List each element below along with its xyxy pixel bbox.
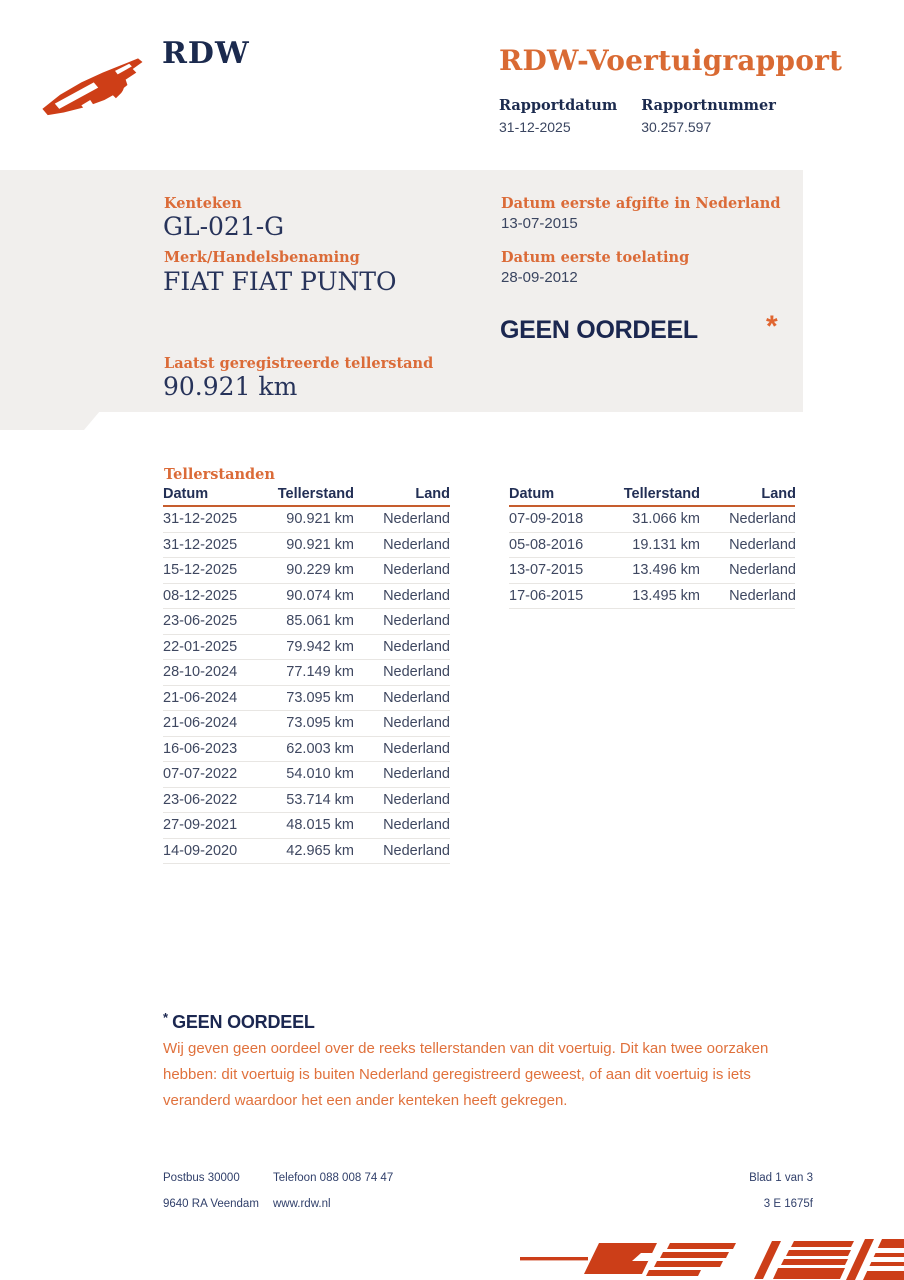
table-cell: Nederland: [383, 715, 450, 732]
table-cell: 21-06-2024: [163, 715, 238, 732]
table-cell: Nederland: [383, 766, 450, 783]
tellerstanden-table-right: [509, 486, 795, 609]
table-cell: 13-07-2015: [509, 562, 584, 579]
table-row: [163, 711, 450, 737]
table-cell: 73.095 km: [286, 715, 354, 732]
table-cell: 31.066 km: [632, 511, 700, 528]
table-cell: Nederland: [383, 587, 450, 604]
table-cell: 14-09-2020: [163, 842, 238, 859]
report-number-value: 30.257.597: [641, 119, 712, 135]
table-cell: 77.149 km: [286, 664, 354, 681]
table-row: [163, 533, 450, 559]
tellerstanden-table-left: [163, 486, 450, 864]
table-row: [509, 533, 795, 559]
table-header-row: [163, 486, 450, 507]
table-row: [163, 584, 450, 610]
summary-panel-tail: [0, 411, 100, 430]
report-date-block: [499, 97, 617, 135]
laatste-tellerstand-label: Laatst geregistreerde tellerstand: [164, 355, 434, 372]
report-meta: [499, 97, 776, 135]
footer-postbus: Postbus 30000: [163, 1172, 240, 1184]
table-cell: 21-06-2024: [163, 689, 238, 706]
table-cell: 07-09-2018: [509, 511, 584, 528]
table-cell: 48.015 km: [286, 817, 354, 834]
kenteken-label: Kenteken: [164, 195, 242, 212]
rdw-wordmark: RDW: [162, 36, 250, 71]
table-cell: 05-08-2016: [509, 536, 584, 553]
table-cell: 23-06-2025: [163, 613, 238, 630]
table-cell: 13.495 km: [632, 587, 700, 604]
merk-value: FIAT FIAT PUNTO: [163, 267, 397, 296]
merk-label: Merk/Handelsbenaming: [164, 249, 360, 266]
table-cell: Nederland: [383, 791, 450, 808]
table-cell: 31-12-2025: [163, 511, 238, 528]
page-title: RDW-Voertuigrapport: [499, 44, 843, 77]
column-header-datum: Datum: [163, 486, 209, 502]
table-cell: 42.965 km: [286, 842, 354, 859]
eerste-afgifte-label: Datum eerste afgifte in Nederland: [501, 195, 781, 212]
table-cell: 08-12-2025: [163, 587, 238, 604]
table-cell: Nederland: [383, 740, 450, 757]
table-cell: 13.496 km: [632, 562, 700, 579]
note-asterisk: *: [163, 1010, 169, 1025]
table-cell: Nederland: [729, 587, 796, 604]
table-cell: 07-07-2022: [163, 766, 238, 783]
column-header-datum: Datum: [509, 486, 555, 502]
footer-page-number: Blad 1 van 3: [749, 1172, 813, 1184]
table-cell: Nederland: [383, 562, 450, 579]
table-cell: 90.921 km: [286, 536, 354, 553]
table-cell: Nederland: [383, 689, 450, 706]
table-cell: Nederland: [383, 613, 450, 630]
note-body-text: Wij geven geen oordeel over de reeks tellerstanden van dit voertuig. Dit kan twee oorzaken hebben: dit voertuig is buiten Nederland geregistreerd geweest, of aan dit voertuig is iets veranderd waardoor het een ander kenteken heeft gekregen.: [163, 1040, 769, 1109]
footer-phone: Telefoon 088 008 74 47: [273, 1172, 394, 1184]
table-cell: 17-06-2015: [509, 587, 584, 604]
table-row: [163, 507, 450, 533]
table-row: [509, 558, 795, 584]
eerste-toelating-label: Datum eerste toelating: [501, 249, 690, 266]
table-row: [163, 813, 450, 839]
table-cell: Nederland: [383, 842, 450, 859]
table-row: [163, 609, 450, 635]
table-cell: Nederland: [383, 638, 450, 655]
table-row: [163, 558, 450, 584]
table-cell: Nederland: [383, 817, 450, 834]
table-cell: 79.942 km: [286, 638, 354, 655]
note-heading: [163, 1010, 315, 1033]
table-row: [509, 584, 795, 610]
column-header-land: Land: [415, 486, 450, 502]
table-body: [163, 507, 450, 864]
report-date-value: 31-12-2025: [499, 119, 571, 135]
table-cell: 28-10-2024: [163, 664, 238, 681]
table-row: [163, 788, 450, 814]
table-cell: 22-01-2025: [163, 638, 238, 655]
table-cell: 27-09-2021: [163, 817, 238, 834]
table-cell: Nederland: [383, 664, 450, 681]
verdict-text: GEEN OORDEEL: [500, 316, 698, 344]
report-date-label: Rapportdatum: [499, 97, 618, 114]
footer-city: 9640 RA Veendam: [163, 1198, 259, 1210]
table-cell: 23-06-2022: [163, 791, 238, 808]
note-title: GEEN OORDEEL: [172, 1012, 315, 1032]
table-row: [163, 839, 450, 865]
table-cell: 73.095 km: [286, 689, 354, 706]
table-cell: 90.229 km: [286, 562, 354, 579]
table-cell: 15-12-2025: [163, 562, 238, 579]
footer-website: www.rdw.nl: [273, 1198, 331, 1210]
table-cell: 31-12-2025: [163, 536, 238, 553]
table-cell: 54.010 km: [286, 766, 354, 783]
table-cell: Nederland: [383, 511, 450, 528]
table-cell: Nederland: [729, 511, 796, 528]
table-cell: Nederland: [729, 536, 796, 553]
table-header-row: [509, 486, 795, 507]
eerste-afgifte-value: 13-07-2015: [501, 215, 578, 232]
table-cell: 16-06-2023: [163, 740, 238, 757]
laatste-tellerstand-value: 90.921 km: [163, 372, 298, 401]
speed-lines-graphic-icon: [520, 1238, 904, 1280]
table-row: [163, 762, 450, 788]
table-row: [163, 660, 450, 686]
table-row: [509, 507, 795, 533]
column-header-land: Land: [761, 486, 796, 502]
table-cell: 90.921 km: [286, 511, 354, 528]
table-row: [163, 686, 450, 712]
rdw-feather-logo-icon: [38, 54, 146, 116]
table-cell: 19.131 km: [632, 536, 700, 553]
table-cell: 53.714 km: [286, 791, 354, 808]
table-row: [163, 737, 450, 763]
column-header-tellerstand: Tellerstand: [277, 486, 354, 502]
kenteken-value: GL-021-G: [163, 212, 285, 241]
verdict-asterisk: *: [766, 310, 778, 343]
footer-doc-code: 3 E 1675f: [763, 1198, 813, 1210]
eerste-toelating-value: 28-09-2012: [501, 269, 578, 286]
tellerstanden-section-title: Tellerstanden: [164, 466, 275, 483]
report-number-block: [641, 97, 776, 135]
table-cell: Nederland: [383, 536, 450, 553]
table-cell: 90.074 km: [286, 587, 354, 604]
report-number-label: Rapportnummer: [641, 97, 776, 114]
table-row: [163, 635, 450, 661]
table-cell: 85.061 km: [286, 613, 354, 630]
table-cell: 62.003 km: [286, 740, 354, 757]
column-header-tellerstand: Tellerstand: [623, 486, 700, 502]
table-body: [509, 507, 795, 609]
table-cell: Nederland: [729, 562, 796, 579]
